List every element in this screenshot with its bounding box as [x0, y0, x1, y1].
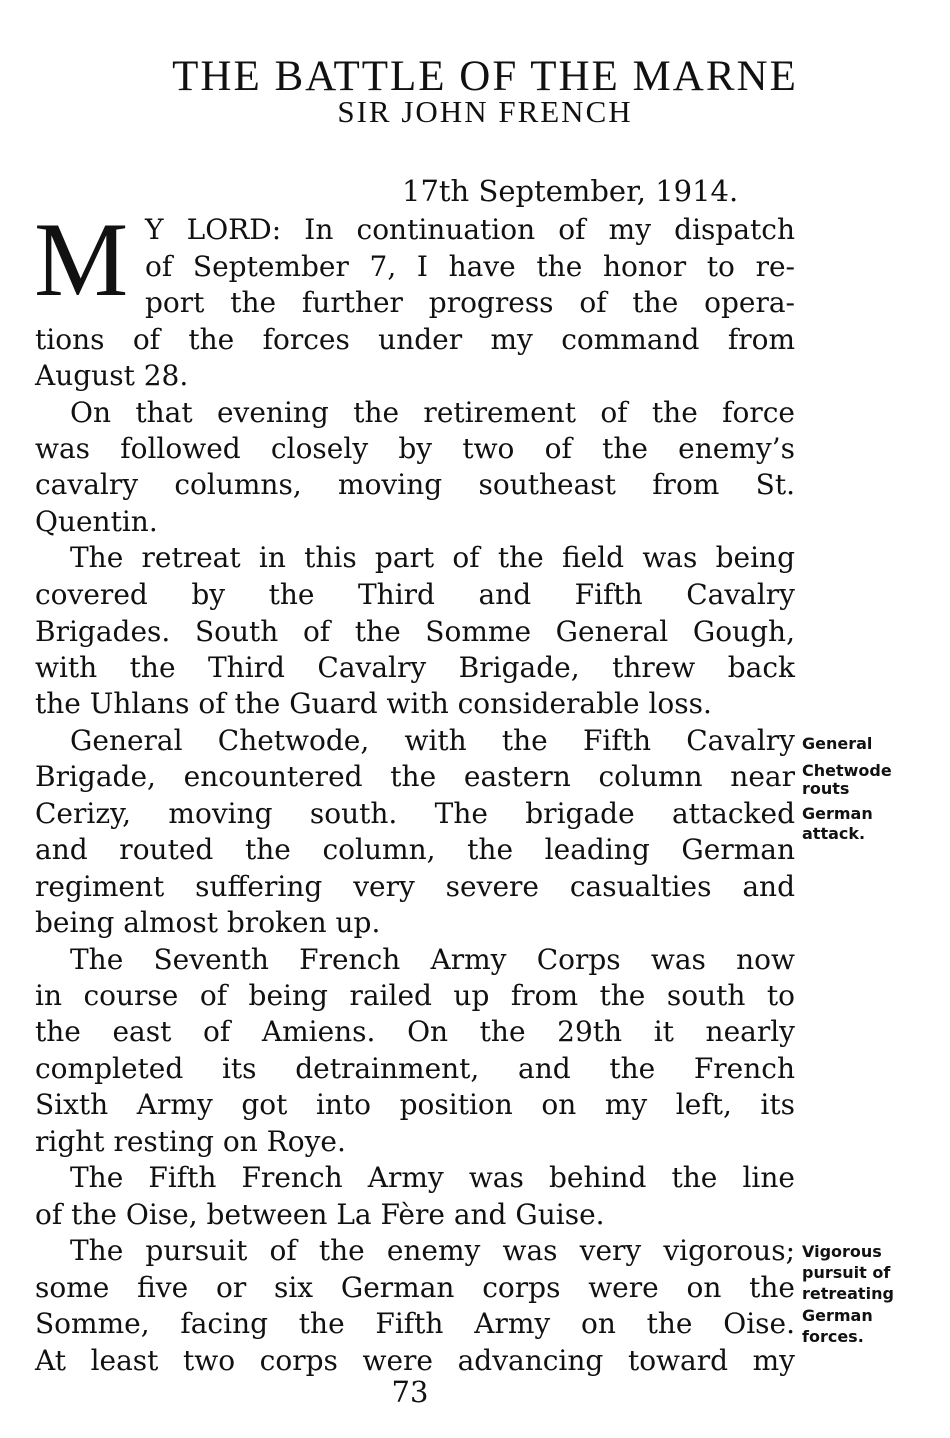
- text-line: The retreat in this part of the field was being: [70, 541, 795, 574]
- text-line: port the further progress of the opera-: [145, 286, 795, 319]
- text-line: Y LORD: In continuation of my dispatch: [145, 213, 795, 246]
- text-line: the east of Amiens. On the 29th it nearly: [35, 1015, 795, 1048]
- text-line: The Fifth French Army was behind the line: [70, 1161, 795, 1194]
- text-line: At least two corps were advancing toward my: [35, 1344, 795, 1377]
- text-line: Sixth Army got into position on my left, its: [35, 1088, 795, 1121]
- text-line: Somme, facing the Fifth Army on the Oise.: [35, 1307, 795, 1340]
- text-line: the Uhlans of the Guard with considerable loss.: [35, 687, 712, 720]
- marginal-note-line: Chetwode: [802, 761, 892, 780]
- text-line: The pursuit of the enemy was very vigorous;: [70, 1234, 795, 1267]
- text-line: Brigades. South of the Somme General Gough,: [35, 615, 795, 648]
- text-line: completed its detrainment, and the French: [35, 1052, 795, 1085]
- drop-cap-letter: M: [34, 201, 129, 318]
- text-line: Brigade, encountered the eastern column near: [35, 760, 795, 793]
- text-line: in course of being railed up from the south to: [35, 979, 795, 1012]
- text-line: Quentin.: [35, 505, 158, 538]
- marginal-note-line: forces.: [802, 1327, 864, 1346]
- text-line: with the Third Cavalry Brigade, threw back: [35, 651, 795, 684]
- text-line: On that evening the retirement of the force: [70, 396, 795, 429]
- dispatch-date: 17th September, 1914.: [402, 174, 739, 208]
- text-line: being almost broken up.: [35, 906, 381, 939]
- text-line: some five or six German corps were on the: [35, 1271, 795, 1304]
- marginal-note-line: German: [802, 804, 873, 823]
- marginal-note-line: Vigorous: [802, 1242, 882, 1261]
- text-line: regiment suffering very severe casualties and: [35, 870, 795, 903]
- marginal-note-line: retreating: [802, 1284, 894, 1303]
- page-title: THE BATTLE OF THE MARNE: [172, 52, 798, 100]
- text-line: covered by the Third and Fifth Cavalry: [35, 578, 795, 611]
- text-line: was followed closely by two of the enemy’s: [35, 432, 795, 465]
- marginal-note-line: attack.: [802, 824, 866, 843]
- text-line: and routed the column, the leading German: [35, 833, 795, 866]
- author-name: SIR JOHN FRENCH: [337, 94, 633, 129]
- text-line: Cerizy, moving south. The brigade attacked: [35, 797, 795, 830]
- text-line: right resting on Roye.: [35, 1125, 346, 1158]
- marginal-note-line: pursuit of: [802, 1263, 891, 1282]
- text-line: August 28.: [35, 359, 189, 392]
- marginal-note-line: German: [802, 1306, 873, 1325]
- text-line: of the Oise, between La Fère and Guise.: [35, 1198, 605, 1231]
- text-line: of September 7, I have the honor to re-: [145, 250, 795, 283]
- text-line: tions of the forces under my command from: [35, 323, 795, 356]
- marginal-note-line: routs: [802, 779, 850, 798]
- marginal-note-line: General: [802, 734, 873, 753]
- text-line: cavalry columns, moving southeast from St.: [35, 468, 795, 501]
- text-line: General Chetwode, with the Fifth Cavalry: [70, 724, 795, 757]
- page-number: 73: [391, 1375, 429, 1409]
- text-line: The Seventh French Army Corps was now: [70, 943, 795, 976]
